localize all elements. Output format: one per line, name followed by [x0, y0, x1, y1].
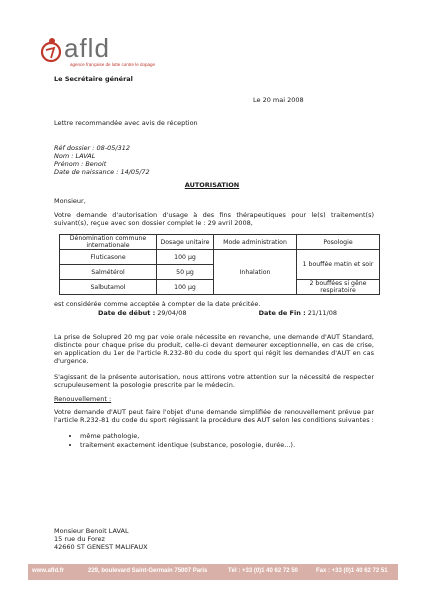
cell-dci: Salbutamol [60, 280, 157, 295]
document-title: AUTORISATION [184, 181, 240, 189]
header-dosage: Dosage unitaire [157, 235, 214, 250]
list-item: • traitement exactement identique (substance, posologie, durée...). [80, 441, 295, 450]
date-debut-value: 29/04/08 [157, 309, 187, 317]
date-fin-label: Date de Fin : [258, 309, 306, 317]
table-header-row [60, 235, 380, 250]
cell-dosage: 50 µg [157, 265, 214, 280]
secretariat-label: Le Secrétaire général [54, 75, 133, 83]
cell-dosage: 100 µg [157, 280, 214, 295]
list-item: • même pathologie, [80, 432, 295, 441]
posologie-paragraph: S'agissant de la présente autorisation, nous attirons votre attention sur la nécessité de respecter scrupuleusement la posologie prescrite par le médecin. [54, 373, 374, 389]
cell-dosage: 100 µg [157, 250, 214, 265]
footer-website[interactable]: www.afld.fr [32, 568, 65, 574]
solupred-paragraph: La prise de Solupred 20 mg par voie orale nécessite en revanche, une demande d'AUT Standard, distincte pour chaque prise du produit, celle-ci devant demeurer exceptionnelle, en cas de crise, en application du 1er de l'article R.232-80 du code du sport qui régit les demandes d'AUT en cas d'urgence. [54, 333, 374, 365]
date-fin-value: 21/11/08 [307, 309, 337, 317]
treatment-table [59, 234, 380, 295]
footer-tel: Tél : +33 (0)1 40 62 72 50 [228, 568, 298, 574]
address-line: Monsieur Benoit LAVAL [54, 527, 129, 535]
delivery-mode: Lettre recommandée avec avis de réception [54, 119, 198, 127]
salutation: Monsieur, [54, 197, 86, 205]
ref-naissance: Date de naissance : 14/05/72 [54, 168, 150, 176]
cell-posologie-1: 1 bouffée matin et soir [297, 250, 380, 280]
cell-mode: Inhalation [214, 250, 297, 295]
renouvellement-heading: Renouvellement : [54, 395, 112, 403]
validity-dates [98, 309, 337, 317]
ref-nom: Nom : LAVAL [54, 152, 96, 160]
cell-posologie-2: 2 bouffées si gêne respiratoire [297, 280, 380, 295]
acceptance-text: est considérée comme acceptée à compter de la date précitée. [54, 300, 261, 308]
table-row [60, 250, 380, 265]
recipient-address [54, 527, 148, 551]
date-debut-label: Date de début : [98, 309, 156, 317]
footer-bar [28, 564, 398, 580]
footer-fax: Fax : +33 (0)1 40 62 72 51 [316, 568, 388, 574]
reference-block [54, 144, 150, 176]
ref-dossier: Réf dossier : 08-05/312 [54, 144, 131, 152]
logo-tagline: agence française de lutte contre le dopage [70, 62, 156, 67]
header-dci: Dénomination commune internationale [60, 235, 157, 250]
intro-paragraph: Votre demande d'autorisation d'usage à des fins thérapeutiques pour le(s) traitement(s) suivant(s), reçue avec son dossier complet le : 29 avril 2008, [54, 211, 374, 227]
footer-address: 229, boulevard Saint-Germain 75007 Paris [88, 568, 208, 574]
afld-logo-icon [40, 36, 62, 64]
letter-date: Le 20 mai 2008 [253, 96, 304, 104]
address-line: 15 rue du Forez [54, 535, 105, 543]
logo-wordmark: afld [64, 33, 110, 63]
renouvellement-paragraph: Votre demande d'AUT peut faire l'objet d'une demande simplifiée de renouvellement prévue par l'article R.232-81 du code du sport régissant la procédure des AUT selon les conditions suivantes : [54, 408, 374, 424]
cell-dci: Salmétérol [60, 265, 157, 280]
cell-dci: Fluticasone [60, 250, 157, 265]
header-mode: Mode administration [214, 235, 297, 250]
conditions-list [64, 432, 295, 450]
ref-prenom: Prénom : Benoit [54, 160, 107, 168]
header-posologie: Posologie [297, 235, 380, 250]
address-line: 42660 ST GENEST MALIFAUX [54, 543, 148, 551]
